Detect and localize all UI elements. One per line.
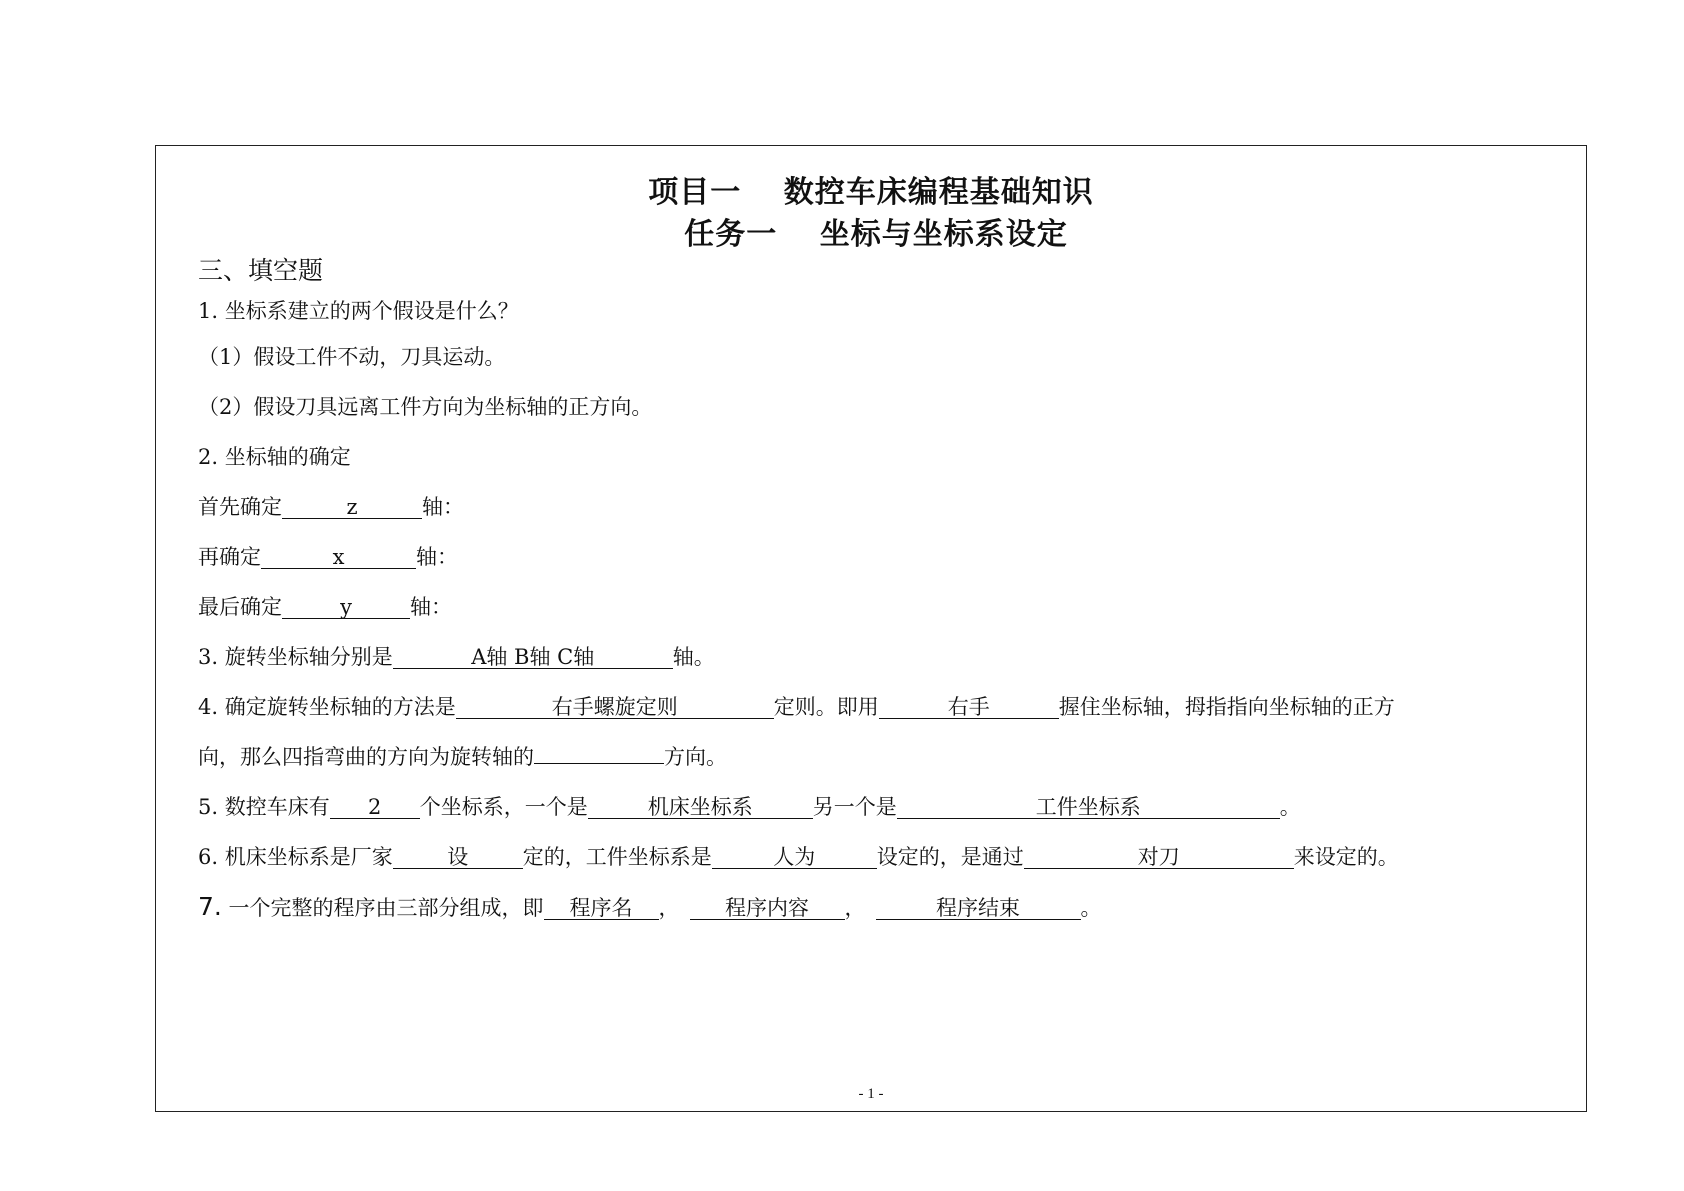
q7-post: 。 — [1080, 896, 1102, 920]
project-title: 项目一 数控车床编程基础知识 — [648, 175, 1094, 210]
q5-blank-1: 2 — [330, 796, 420, 819]
q2-l1-blank: z — [282, 496, 422, 519]
worksheet-content — [198, 254, 1546, 932]
q4-mid: 定则。即用 — [773, 695, 879, 719]
q5-pre: 5. 数控车床有 — [198, 795, 330, 819]
question-4-line-1 — [198, 682, 1546, 732]
question-1-answer-1: （1）假设工件不动，刀具运动。 — [198, 345, 506, 369]
question-5 — [198, 782, 1546, 832]
q2-l2-blank: x — [261, 546, 416, 569]
q5-blank-2: 机床坐标系 — [588, 796, 813, 819]
q3-pre: 3. 旋转坐标轴分别是 — [198, 645, 393, 669]
q6-blank-3: 对刀 — [1024, 846, 1294, 869]
q6-blank-2: 人为 — [712, 846, 877, 869]
question-2-line-3 — [198, 582, 1546, 632]
q4-blank-3 — [534, 763, 664, 764]
q2-l3-pre: 最后确定 — [198, 595, 282, 619]
q7-number: 7. — [198, 892, 222, 921]
q5-blank-3: 工件坐标系 — [897, 796, 1280, 819]
q6-mid-2: 设定的，是通过 — [876, 845, 1024, 869]
q6-blank-1: 设 — [393, 846, 523, 869]
q2-l1-post: 轴： — [422, 495, 464, 519]
q7-blank-3: 程序结束 — [876, 897, 1081, 920]
question-4-line-2 — [198, 732, 1546, 782]
q2-l2-pre: 再确定 — [198, 545, 261, 569]
question-1-answer-2: （2）假设刀具远离工件方向为坐标轴的正方向。 — [198, 395, 653, 419]
q4-pre: 4. 确定旋转坐标轴的方法是 — [198, 695, 456, 719]
task-title: 任务一 坐标与坐标系设定 — [684, 217, 1068, 252]
q4-blank-1: 右手螺旋定则 — [456, 696, 774, 719]
q7-blank-1: 程序名 — [544, 897, 659, 920]
q4-post: 握住坐标轴，拇指指向坐标轴的正方 — [1058, 695, 1395, 719]
question-6 — [198, 832, 1546, 882]
question-7 — [198, 882, 1546, 932]
q2-l3-blank: y — [282, 596, 410, 619]
question-1-prompt: 1. 坐标系建立的两个假设是什么？ — [198, 299, 519, 323]
q3-post: 轴。 — [672, 645, 715, 669]
question-2-line-1 — [198, 482, 1546, 532]
q5-post: 。 — [1279, 795, 1301, 819]
q7-sep-2: ， — [844, 896, 866, 920]
q2-l1-pre: 首先确定 — [198, 495, 282, 519]
q7-blank-2: 程序内容 — [690, 897, 845, 920]
q7-pre: 一个完整的程序由三部分组成，即 — [221, 896, 544, 920]
q4-blank-2: 右手 — [879, 696, 1059, 719]
q3-blank: A轴 B轴 C轴 — [393, 646, 673, 669]
section-heading: 三、填空题 — [198, 256, 324, 285]
q7-sep-1: ， — [658, 896, 680, 920]
question-2-line-2 — [198, 532, 1546, 582]
question-3 — [198, 632, 1546, 682]
q6-post: 来设定的。 — [1293, 845, 1399, 869]
q6-mid-1: 定的，工件坐标系是 — [522, 845, 712, 869]
q6-pre: 6. 机床坐标系是厂家 — [198, 845, 393, 869]
title-block — [156, 172, 1586, 256]
q4-line2-pre: 向，那么四指弯曲的方向为旋转轴的 — [198, 745, 534, 769]
question-2-prompt: 2. 坐标轴的确定 — [198, 445, 351, 469]
page-number: - 1 - — [858, 1086, 884, 1102]
q5-mid-2: 另一个是 — [812, 795, 897, 819]
q2-l3-post: 轴： — [410, 595, 452, 619]
worksheet-frame — [155, 145, 1587, 1112]
q2-l2-post: 轴： — [416, 545, 458, 569]
q4-line2-post: 方向。 — [664, 745, 727, 769]
q5-mid-1: 个坐标系，一个是 — [419, 795, 588, 819]
